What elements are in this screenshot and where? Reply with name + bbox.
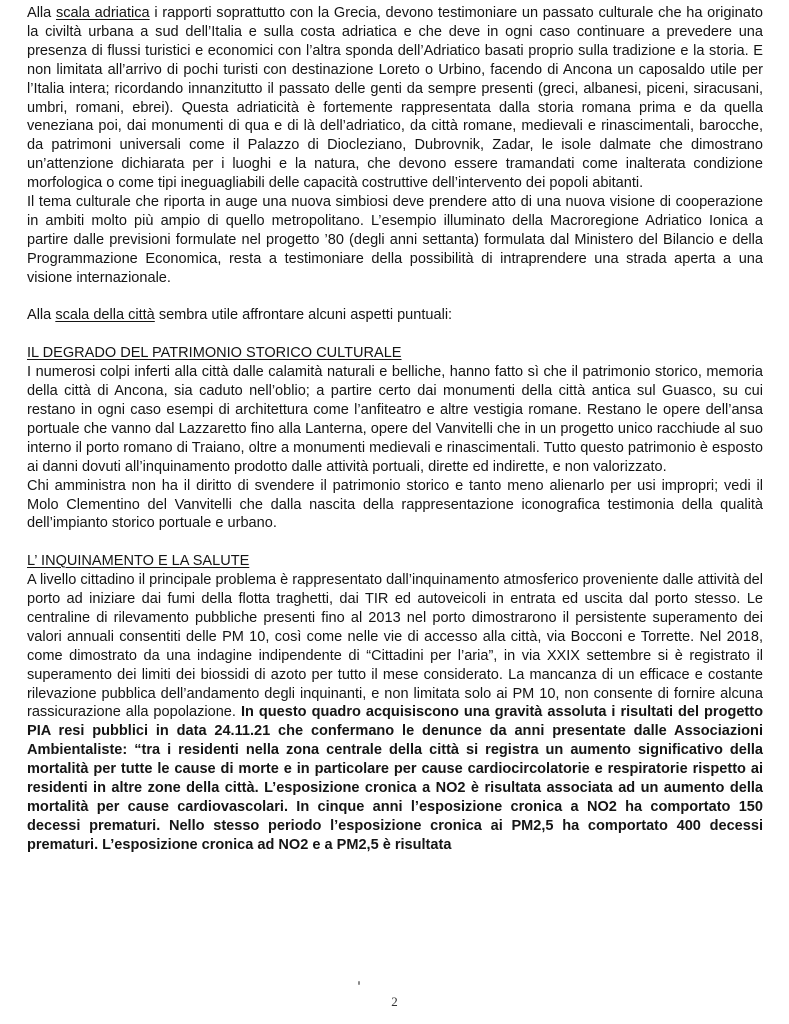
bold-quote-progetto-pia: In questo quadro acquisiscono una gravità assoluta i risultati del progetto PIA resi pubblici in data 24.11.21 che confermano le denunce da anni presentate dalle Associazioni Ambientaliste: “tra i residenti nella zona centrale della città si registra un aumento significativo della mortalità per tutte le cause di morte e in particolare per cause cardiocircolatorie e respiratorie rispetto ai residenti in altre zone della città. L’esposizione cronica a NO2 è risultata associata ad un aumento della mortalità per cause cardiovascolari. In cinque anni l’esposizione cronica a NO2 ha comportato 150 decessi prematuri. Nello stesso periodo l’esposizione cronica ai PM2,5 ha comportato 400 decessi prematuri. L’esposizione cronica ad NO2 e a PM2,5 è risultata	[27, 704, 764, 853]
paragraph-body: A livello cittadino il principale problema è rappresentato dall’inquinamento atmosferico proveniente dalle attività del porto ad iniziare dai fumi della flotta traghetti, dai TIR ed autoveicoli in entrata ed uscita dal porto stesso. Le centraline di rilevamento pubbliche presenti fino al 2013 nel porto dimostrarono il persistente superamento dei valori annuali consentiti delle PM 10, così come nelle vie di accesso alla città, via Bocconi e Torrette. Nel 2018, come dimostrato da una indagine indipendente di “Cittadini per l’aria”, in via XXIX settembre si è registrato il superamento dei limiti dei biossidi di azoto per tutto il mese considerato. La mancanza di un efficace e costante rilevazione pubblica dell’andamento degli inquinanti, e non limitata solo ai PM 10, non consente di fornire alcuna rassicurazione alla popolazione.	[27, 572, 763, 721]
paragraph-chi-amministra: Chi amministra non ha il diritto di svendere il patrimonio storico e tanto meno alienarlo per usi impropri; vedi il Molo Clementino del Vanvitelli che dalla nascita della rappresentazione iconografica testimonia della qualità dell’impianto storico portuale e urbano.	[27, 477, 763, 532]
section-heading-inquinamento: L’ INQUINAMENTO E LA SALUTE	[27, 553, 250, 570]
blank-line	[27, 325, 763, 344]
page-number: 2	[391, 994, 398, 1009]
paragraph-inquinamento	[27, 571, 763, 855]
paragraph-lead: Alla	[27, 307, 56, 324]
underlined-term-scala-citta: scala della città	[55, 307, 155, 324]
section-heading-degrado: IL DEGRADO DEL PATRIMONIO STORICO CULTURALE	[27, 345, 402, 362]
blank-line	[27, 288, 763, 307]
document-page	[27, 4, 763, 855]
paragraph-colpi-inferti: I numerosi colpi inferti alla città dalle calamità naturali e belliche, hanno fatto sì che il patrimonio storico, memoria della città di Ancona, sia caduto nell’oblio; a partire certo dai monumenti della città antica sul Guasco, su cui restano in ogni caso esempi di architettura come l’anfiteatro e altre vestigia romane. Restano le opere dell’ansa portuale che vanno dal Lazzaretto fino alla Lanterna, opere del Vanvitelli che in un progetto unico racchiude al suo interno il porto romano di Traiano, oltre a monumenti medievali e rinascimentali. Tutto questo patrimonio è esposto ai danni dovuti all’inquinamento prodotto dalle attività portuali, dirette ed indirette, e non valorizzato.	[27, 364, 763, 475]
paragraph-lead: Alla	[27, 5, 56, 21]
paragraph-body: sembra utile affrontare alcuni aspetti puntuali:	[154, 307, 453, 324]
scan-speck	[358, 981, 360, 985]
paragraph-scala-citta	[27, 306, 763, 325]
paragraph-scala-adriatica	[27, 4, 763, 193]
underlined-term-scala-adriatica: scala adriatica	[55, 5, 150, 21]
paragraph-tema-culturale: Il tema culturale che riporta in auge una nuova simbiosi deve prendere atto di una nuova visione di cooperazione in ambiti molto più ampio di quello metropolitano. L’esempio illuminato della Macroregione Adriatico Ionica a partire dalle previsioni formulate nel progetto ’80 (degli anni settanta) formulata dal Ministero del Bilancio e della Programmazione Economica, resta a testimoniare della possibilità di intraprendere una strada aperta a una visione internazionale.	[27, 194, 763, 286]
paragraph-body: i rapporti soprattutto con la Grecia, devono testimoniare un passato culturale che ha originato la civiltà urbana a sud dell’Italia e sulla costa adriatica e che deve in ogni caso continuare a prevedere una presenza di flussi turistici e economici con l’altra sponda dell’Adriatico basati proprio sulla tradizione e la storia. E non limitata all’arrivo di pochi turisti con destinazione Loreto o Urbino, facendo di Ancona un caposaldo utile per l’Italia intera; ricordando innanzitutto il passato delle genti da sempre presenti (greci, albanesi, piceni, siracusani, umbri, romani, ebrei). Questa adriaticità è fortemente rappresentata dalla storia romana prima e da quella veneziana poi, dai monumenti di qua e di là dell’adriatico, da città romane, medievali e rinascimentali, barocche, da patrimoni universali come il Palazzo di Diocleziano, Dubrovnik, Zadar, le isole dalmate che dimostrano un’attenzione dichiarata per i luoghi e la natura, che devono essere tramandati come inalterata condizione morfologica o come tipi ineguagliabili delle capacità costruttive dell’intervento dei popoli abitanti.	[27, 5, 763, 192]
blank-line	[27, 533, 763, 552]
